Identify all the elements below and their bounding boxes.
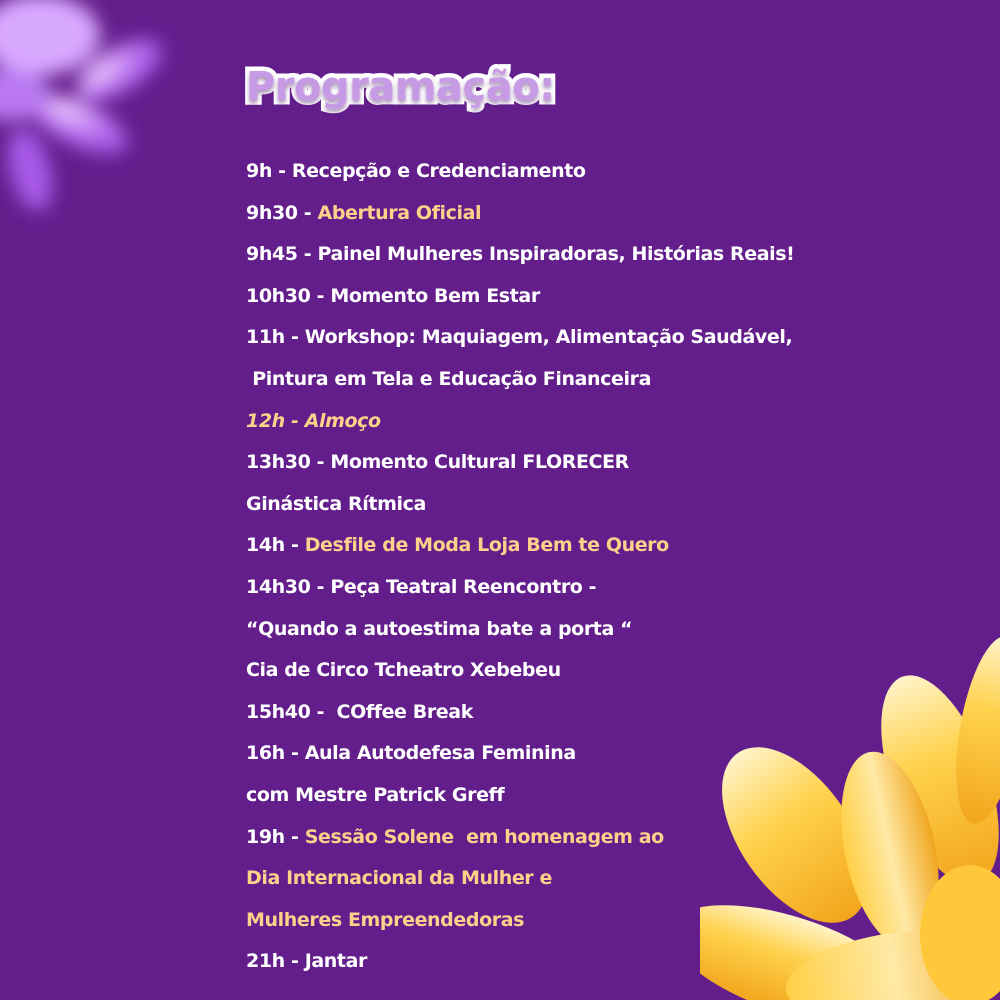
- schedule-text: Aula Autodefesa Feminina: [304, 742, 576, 765]
- schedule-line: [246, 484, 886, 526]
- schedule-list: [246, 151, 886, 983]
- schedule-line: [246, 733, 886, 775]
- schedule-text: Pintura em Tela e Educação Financeira: [246, 367, 652, 390]
- schedule-text: Ginástica Rítmica: [246, 492, 426, 515]
- schedule-time: 11h -: [246, 326, 305, 349]
- schedule-line: [246, 525, 886, 567]
- schedule-time: 21h -: [246, 950, 305, 973]
- schedule-text: Momento Bem Estar: [330, 284, 540, 307]
- schedule-line: [246, 401, 886, 443]
- schedule-text: Cia de Circo Tcheatro Xebebeu: [246, 659, 561, 682]
- schedule-line: [246, 900, 886, 942]
- schedule-line: [246, 234, 886, 276]
- schedule-text: “Quando a autoestima bate a porta “: [246, 617, 633, 640]
- schedule-line: [246, 359, 886, 401]
- schedule-line: [246, 941, 886, 983]
- schedule-text: Recepção e Credenciamento: [291, 160, 586, 182]
- schedule-time: 9h45 -: [246, 243, 318, 266]
- schedule-line: [246, 858, 886, 900]
- schedule-line: [246, 151, 886, 193]
- schedule-text: Almoço: [304, 409, 381, 432]
- schedule-line: [246, 692, 886, 734]
- schedule-text: Mulheres Empreendedoras: [246, 908, 525, 931]
- schedule-text: COffee Break: [330, 700, 473, 723]
- schedule-line: [246, 442, 886, 484]
- page-title: Programação:: [246, 64, 555, 110]
- schedule-time: 9h30 -: [246, 201, 318, 224]
- schedule-time: 16h -: [246, 742, 305, 765]
- schedule-time: 10h30 -: [246, 284, 331, 307]
- schedule-text: Dia Internacional da Mulher e: [246, 867, 552, 890]
- schedule-line: [246, 650, 886, 692]
- schedule-line: [246, 193, 886, 235]
- purple-flower-decoration: [0, 0, 260, 240]
- schedule-line: [246, 775, 886, 817]
- schedule-line: [246, 317, 886, 359]
- schedule-line: [246, 609, 886, 651]
- schedule-text: Abertura Oficial: [317, 201, 482, 224]
- schedule-text: Momento Cultural FLORECER: [330, 451, 629, 474]
- schedule-line: [246, 567, 886, 609]
- schedule-text: com Mestre Patrick Greff: [246, 783, 505, 806]
- schedule-time: 19h -: [246, 825, 305, 848]
- schedule-line: [246, 817, 886, 859]
- schedule-time: 15h40 -: [246, 700, 331, 723]
- schedule-text: Desfile de Moda Loja Bem te Quero: [304, 534, 669, 557]
- schedule-text: Sessão Solene em homenagem ao: [304, 825, 664, 848]
- schedule-time: 14h -: [246, 534, 305, 557]
- schedule-time: 9h -: [246, 160, 292, 182]
- schedule-time: 12h -: [246, 409, 305, 432]
- schedule-time: 14h30 -: [246, 575, 331, 598]
- schedule-text: Workshop: Maquiagem, Alimentação Saudável,: [304, 326, 793, 349]
- schedule-text: Jantar: [304, 950, 367, 973]
- schedule-line: [246, 276, 886, 318]
- schedule-text: Peça Teatral Reencontro -: [330, 575, 597, 598]
- schedule-time: 13h30 -: [246, 451, 331, 474]
- schedule-text: Painel Mulheres Inspiradoras, Histórias Reais!: [317, 243, 795, 266]
